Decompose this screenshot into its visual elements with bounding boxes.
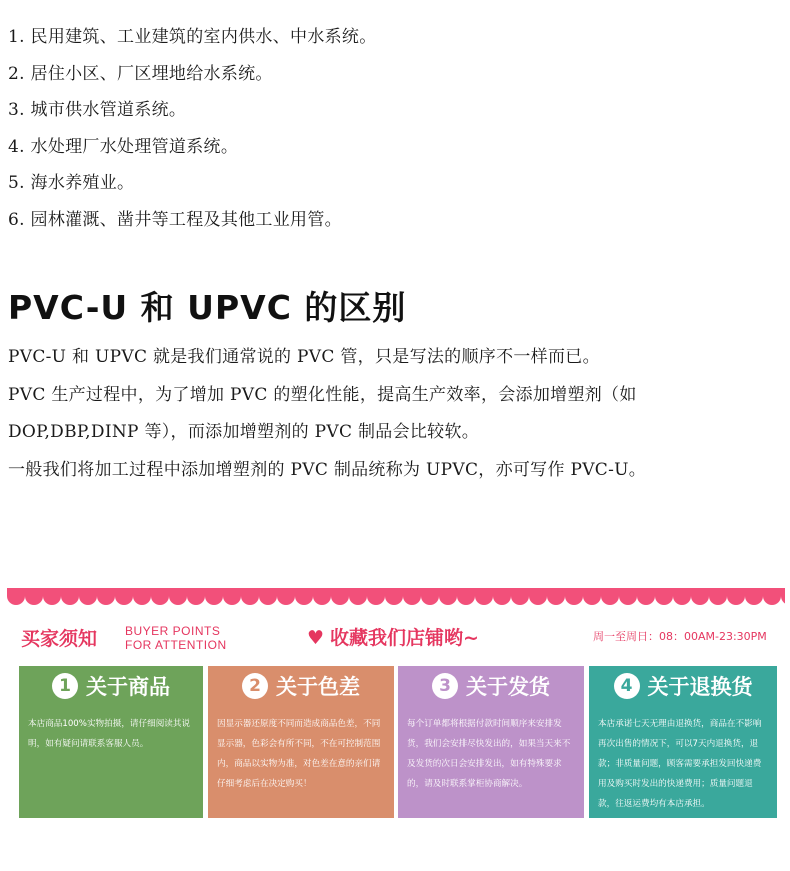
favorite-store-label: 收藏我们店铺哟~	[330, 627, 479, 649]
scallop	[115, 588, 133, 605]
card-text: 本店承诺七天无理由退换货，商品在不影响再次出售的情况下，可以7天内退换货，退款；非质量问题，顾客需要承担发回快递费用及购买时发出的快递费用；质量问题退款，往返运费均有本店承担。	[594, 710, 772, 814]
scallop	[385, 588, 403, 605]
paragraph-line: DOP,DBP,DINP 等），而添加增塑剂的 PVC 制品会比较软。	[8, 422, 480, 442]
buyer-notice-banner	[7, 588, 785, 828]
scallop	[7, 588, 25, 605]
buyer-notice-en-line2: FOR ATTENTION	[125, 638, 227, 652]
paragraph-line: 一般我们将加工过程中添加增塑剂的 PVC 制品统称为 UPVC，亦可写作 PVC-U。	[8, 459, 647, 480]
difference-paragraph	[8, 342, 646, 492]
scallop	[241, 588, 259, 605]
scallop	[709, 588, 727, 605]
scallop	[763, 588, 781, 605]
card-title: 关于商品	[86, 674, 170, 699]
scallop	[457, 588, 475, 605]
buyer-notice-title-en	[125, 624, 227, 652]
scallop	[349, 588, 367, 605]
scallop	[133, 588, 151, 605]
scallop	[295, 588, 313, 605]
card-title: 关于退换货	[647, 674, 753, 699]
scallop	[169, 588, 187, 605]
scallop	[493, 588, 511, 605]
scallop	[79, 588, 97, 605]
number-badge-icon: 1	[52, 673, 78, 699]
notice-card-returns	[589, 666, 777, 818]
scallop	[151, 588, 169, 605]
scallop	[331, 588, 349, 605]
card-text: 因显示器还原度不同而造成商品色差，不同显示器，色彩会有所不同，不在可控制范围内，商品以实物为准，对色差在意的亲们请仔细考虑后在决定购买！	[213, 710, 389, 814]
number-badge-icon: 2	[242, 673, 268, 699]
scallop	[259, 588, 277, 605]
card-text: 每个订单都将根据付款时间顺序来安排发货，我们会安排尽快发出的，如果当天来不及发货的次日会安排发出，如有特殊要求的，请及时联系掌柜协商解决。	[403, 710, 579, 814]
notice-card-product	[19, 666, 203, 818]
notice-card-color	[208, 666, 394, 818]
buyer-header-row	[7, 612, 785, 654]
scallop	[403, 588, 421, 605]
number-badge-icon: 3	[432, 673, 458, 699]
scallop	[367, 588, 385, 605]
scallop	[529, 588, 547, 605]
number-badge-icon: 4	[614, 673, 640, 699]
notice-card-shipping	[398, 666, 584, 818]
scallop	[313, 588, 331, 605]
paragraph-line: PVC-U 和 UPVC 就是我们通常说的 PVC 管，只是写法的顺序不一样而已。	[8, 347, 600, 367]
card-title: 关于色差	[276, 674, 360, 699]
scallop	[187, 588, 205, 605]
list-item: 5. 海水养殖业。	[8, 173, 135, 193]
scallop	[511, 588, 529, 605]
scallop	[43, 588, 61, 605]
scallop	[655, 588, 673, 605]
scallop	[97, 588, 115, 605]
scallop-border	[7, 588, 785, 612]
scallop	[421, 588, 439, 605]
scallop	[25, 588, 43, 605]
card-title: 关于发货	[466, 674, 550, 699]
heart-icon: ♥	[307, 627, 325, 649]
scallop	[565, 588, 583, 605]
scallop	[727, 588, 745, 605]
scallop	[205, 588, 223, 605]
favorite-store-link[interactable]	[307, 623, 479, 650]
list-item: 6. 园林灌溉、凿井等工程及其他工业用管。	[8, 209, 342, 230]
card-text: 本店商品100%实物拍摄，请仔细阅读其说明，如有疑问请联系客服人员。	[24, 710, 198, 814]
buyer-notice-title: 买家须知	[21, 628, 98, 650]
scallop	[691, 588, 709, 605]
scallop	[619, 588, 637, 605]
scallop	[673, 588, 691, 605]
scallop	[61, 588, 79, 605]
list-item: 2. 居住小区、厂区埋地给水系统。	[8, 63, 273, 84]
section-heading: PVC-U 和 UPVC 的区别	[8, 288, 407, 327]
scallop	[583, 588, 601, 605]
list-item: 4. 水处理厂水处理管道系统。	[8, 136, 239, 157]
buyer-notice-en-line1: BUYER POINTS	[125, 624, 221, 638]
paragraph-line: PVC 生产过程中，为了增加 PVC 的塑化性能，提高生产效率，会添加增塑剂（如	[8, 384, 637, 405]
scallop	[439, 588, 457, 605]
scallop	[637, 588, 655, 605]
usage-list	[8, 22, 377, 241]
list-item: 3. 城市供水管道系统。	[8, 100, 187, 120]
service-hours: 周一至周日：08：00AM-23:30PM	[593, 630, 767, 643]
list-item: 1. 民用建筑、工业建筑的室内供水、中水系统。	[8, 27, 377, 47]
scallop	[277, 588, 295, 605]
scallop	[601, 588, 619, 605]
scallop	[745, 588, 763, 605]
scallop	[547, 588, 565, 605]
scallop	[475, 588, 493, 605]
scallop	[223, 588, 241, 605]
